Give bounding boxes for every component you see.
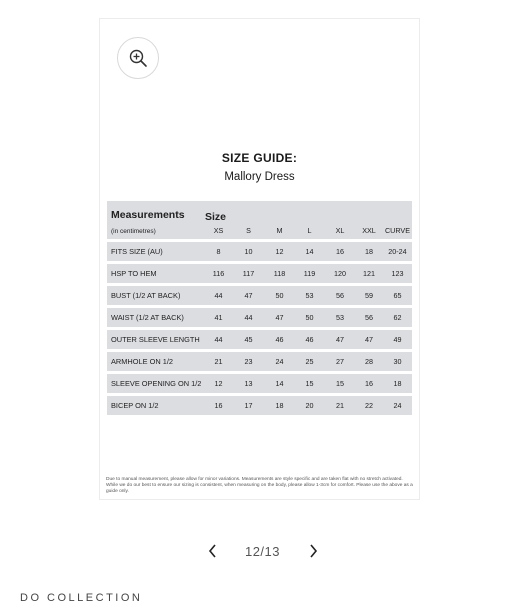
measurement-label: FITS SIZE (AU)	[107, 242, 205, 261]
units-label: (in centimetres)	[111, 228, 156, 235]
measurement-value: 8	[205, 242, 232, 261]
measurement-value: 21	[325, 396, 355, 415]
table-row	[107, 352, 412, 371]
table-row	[107, 242, 412, 261]
measurement-value: 56	[355, 308, 383, 327]
measurement-value: 14	[265, 374, 294, 393]
measurements-header: Measurements	[111, 209, 185, 221]
measurement-value: 18	[355, 242, 383, 261]
measurement-value: 10	[232, 242, 265, 261]
product-name: Mallory Dress	[224, 171, 295, 183]
size-column-header: XXL	[355, 201, 383, 239]
measurement-value: 25	[294, 352, 325, 371]
measurement-value: 56	[325, 286, 355, 305]
measurement-value: 50	[265, 286, 294, 305]
measurement-value: 13	[232, 374, 265, 393]
measurement-value: 49	[383, 330, 412, 349]
measurement-value: 53	[294, 286, 325, 305]
measurement-value: 18	[265, 396, 294, 415]
measurement-value: 65	[383, 286, 412, 305]
measurement-value: 46	[294, 330, 325, 349]
measurement-value: 28	[355, 352, 383, 371]
zoom-button[interactable]	[117, 37, 159, 79]
measurement-label: WAIST (1/2 AT BACK)	[107, 308, 205, 327]
measurement-value: 44	[205, 330, 232, 349]
measurement-value: 41	[205, 308, 232, 327]
measurement-value: 47	[355, 330, 383, 349]
measurement-value: 18	[383, 374, 412, 393]
measurement-value: 116	[205, 264, 232, 283]
table-row	[107, 308, 412, 327]
measurement-label: ARMHOLE ON 1/2	[107, 352, 205, 371]
size-guide-image	[99, 18, 420, 500]
measurement-value: 47	[232, 286, 265, 305]
measurement-value: 14	[294, 242, 325, 261]
measurement-label: SLEEVE OPENING ON 1/2	[107, 374, 205, 393]
size-header-cell	[205, 201, 232, 239]
measurement-label: BICEP ON 1/2	[107, 396, 205, 415]
measurement-value: 120	[325, 264, 355, 283]
measurement-value: 121	[355, 264, 383, 283]
measurement-value: 24	[383, 396, 412, 415]
size-header: Size	[205, 211, 227, 223]
measurement-value: 24	[265, 352, 294, 371]
measurement-value: 16	[325, 242, 355, 261]
measurement-label: OUTER SLEEVE LENGTH	[107, 330, 205, 349]
size-column-header: XL	[325, 201, 355, 239]
measurement-value: 15	[325, 374, 355, 393]
table-row	[107, 330, 412, 349]
measurement-value: 12	[205, 374, 232, 393]
measurement-value: 20-24	[383, 242, 412, 261]
chevron-right-icon	[307, 543, 319, 559]
measurement-value: 53	[325, 308, 355, 327]
collection-heading: DO COLLECTION	[20, 592, 143, 604]
measurement-value: 30	[383, 352, 412, 371]
size-column-header: CURVE	[383, 201, 412, 239]
measurement-value: 16	[205, 396, 232, 415]
measurement-value: 45	[232, 330, 265, 349]
measurement-value: 123	[383, 264, 412, 283]
measurement-value: 46	[265, 330, 294, 349]
image-counter: 12/13	[244, 543, 281, 559]
measurement-value: 44	[232, 308, 265, 327]
measurement-value: 22	[355, 396, 383, 415]
measurement-value: 119	[294, 264, 325, 283]
chevron-left-icon	[207, 543, 219, 559]
size-table	[107, 198, 412, 418]
measurement-value: 59	[355, 286, 383, 305]
size-column-header: L	[294, 201, 325, 239]
zoom-in-icon	[128, 48, 148, 68]
size-column-header: M	[265, 201, 294, 239]
size-column-header: S	[232, 201, 265, 239]
measurement-label: BUST (1/2 AT BACK)	[107, 286, 205, 305]
measurement-value: 47	[265, 308, 294, 327]
disclaimer-text: Due to manual measurement, please allow for minor variations. Measurements are style specific and are taken flat with no stretch activated. While we do our best to ensure our sizing is consistent, when measuring on the body, please allow 1-3cm for comfort. Please use the above as a guide only.	[106, 477, 413, 494]
measurement-value: 117	[232, 264, 265, 283]
table-row	[107, 374, 412, 393]
measurement-value: 17	[232, 396, 265, 415]
size-guide-title: SIZE GUIDE:	[221, 151, 298, 165]
measurement-value: 44	[205, 286, 232, 305]
measurement-value: 21	[205, 352, 232, 371]
image-pager	[0, 538, 525, 564]
measurement-value: 20	[294, 396, 325, 415]
next-image-button[interactable]	[300, 538, 326, 564]
previous-image-button[interactable]	[200, 538, 226, 564]
table-row	[107, 396, 412, 415]
measurement-value: 15	[294, 374, 325, 393]
measurement-value: 118	[265, 264, 294, 283]
size-column-header: XS	[213, 226, 224, 235]
table-row	[107, 264, 412, 283]
measurement-value: 12	[265, 242, 294, 261]
measurement-value: 16	[355, 374, 383, 393]
measurement-value: 27	[325, 352, 355, 371]
measurements-header-cell	[107, 201, 205, 239]
measurement-value: 62	[383, 308, 412, 327]
measurement-value: 47	[325, 330, 355, 349]
table-header-row	[107, 201, 412, 239]
table-row	[107, 286, 412, 305]
measurement-label: HSP TO HEM	[107, 264, 205, 283]
measurement-value: 23	[232, 352, 265, 371]
measurement-value: 50	[294, 308, 325, 327]
